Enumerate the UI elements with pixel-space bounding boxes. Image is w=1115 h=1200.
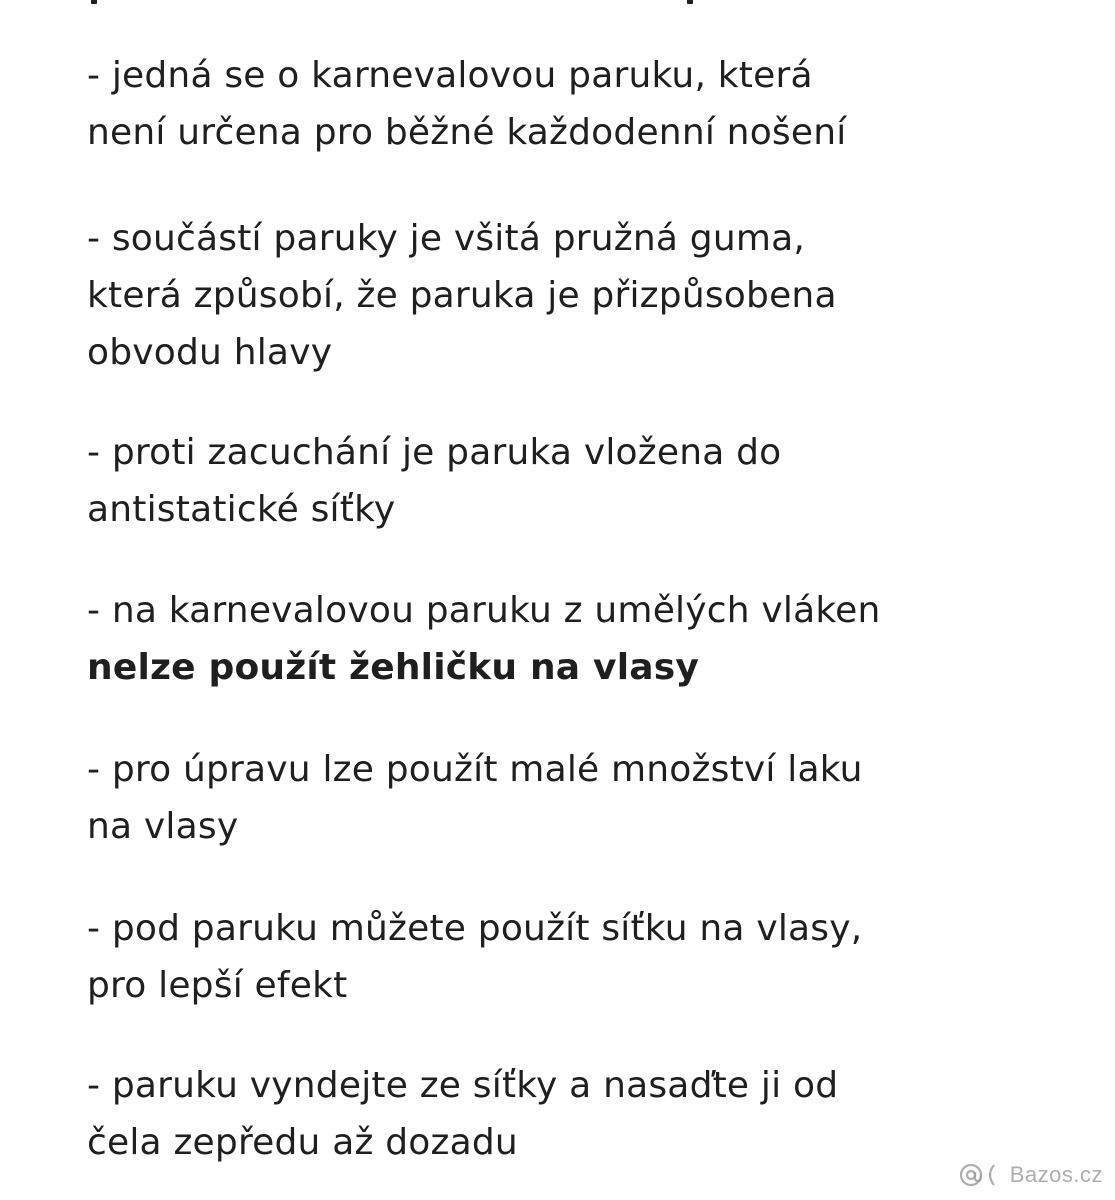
description-item-no-hair-iron <box>87 582 1047 696</box>
item-line: antistatické síťky <box>87 489 396 530</box>
cut-off-previous-line <box>87 0 707 12</box>
description-item-elastic-band <box>87 210 1047 381</box>
item-line: která způsobí, že paruka je přizpůsobena <box>87 275 837 316</box>
item-line: - součástí paruky je všitá pružná guma, <box>87 218 806 259</box>
watermark-text: Bazos.cz <box>1009 1162 1103 1187</box>
item-line: na vlasy <box>87 806 239 847</box>
item-line: čela zepředu až dozadu <box>87 1122 518 1163</box>
description-item-hairspray <box>87 741 1047 855</box>
item-line-bold-warning: nelze použít žehličku na vlasy <box>87 647 700 688</box>
item-line: pro lepší efekt <box>87 965 348 1006</box>
item-line: - pod paruku můžete použít síťku na vlasy, <box>87 908 863 949</box>
cut-glyph-fragment <box>687 0 693 4</box>
item-line: - jedná se o karnevalovou paruku, která <box>87 55 813 96</box>
description-item-antistatic-net <box>87 424 1047 538</box>
item-line: není určena pro běžné každodenní nošení <box>87 112 847 153</box>
item-line: - paruku vyndejte ze síťky a nasaďte ji od <box>87 1065 839 1106</box>
item-line: - na karnevalovou paruku z umělých vláken <box>87 590 881 631</box>
item-line: obvodu hlavy <box>87 332 333 373</box>
description-item-putting-on <box>87 1057 1047 1171</box>
cut-glyph-fragment <box>91 0 97 4</box>
description-item-hair-net <box>87 900 1047 1014</box>
description-item-wig-type <box>87 47 1047 161</box>
item-line: - proti zacuchání je paruka vložena do <box>87 432 782 473</box>
site-watermark <box>958 1160 1103 1190</box>
at-sign-icon <box>958 1162 1004 1188</box>
item-line: - pro úpravu lze použít malé množství laku <box>87 749 863 790</box>
